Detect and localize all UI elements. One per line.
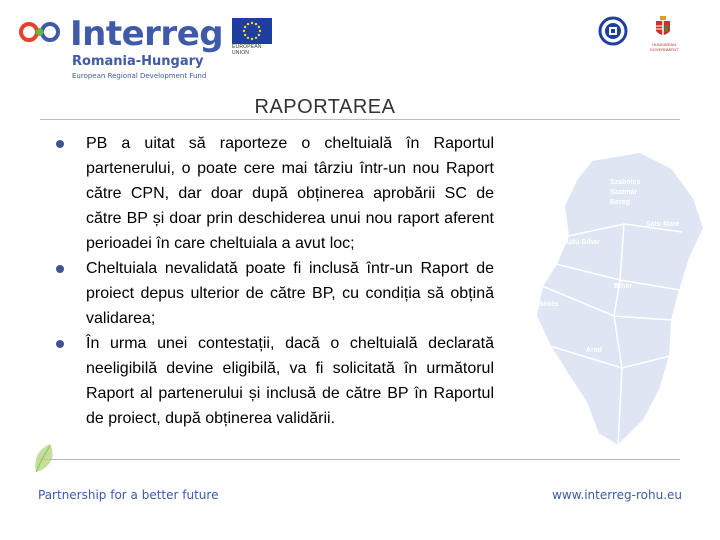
hungary-government-label: HUNGARIAN GOVERNMENT: [649, 42, 679, 52]
program-area-map: [504, 140, 712, 460]
list-item: [56, 331, 494, 431]
footer-divider: [40, 459, 680, 460]
footer-tagline: Partnership for a better future: [38, 488, 219, 502]
map-label-arad: Arad: [586, 347, 602, 354]
bullet-text: Cheltuiala nevalidată poate fi inclusă într-un Raport de proiect depus ulterior de către BP, cu condiția să obțină validarea;: [86, 260, 494, 327]
map-label-szatmar: Szatmár: [610, 189, 638, 196]
map-label-szabolcs: Szabolcs: [610, 179, 641, 186]
bullet-icon: [56, 265, 64, 273]
footer-website-link[interactable]: www.interreg-rohu.eu: [552, 488, 682, 502]
logo-title: Interreg: [70, 14, 224, 54]
title-divider: [40, 119, 680, 120]
map-label-satu-mare: Satu Mare: [646, 221, 680, 228]
leaf-icon: [30, 440, 60, 476]
map-label-bereg: Bereg: [610, 199, 630, 206]
list-item: [56, 256, 494, 331]
map-label-csongrad: Csongrád: [504, 338, 537, 345]
bullet-text: PB a uitat să raporteze o cheltuială în Raportul partenerului, o poate cere mai târziu într-un nou Raport către CPN, dar doar după obținerea aprobării SC de către BP și doar prin deschiderea unui nou raport aferent perioadei în care cheltuiala a avut loc;: [86, 135, 494, 252]
eu-flag-icon: [232, 18, 272, 44]
bullet-list: [56, 131, 494, 431]
bullet-text: În urma unei contestații, dacă o cheltuială declarată neeligibilă devine eligibilă, va fi solicitată în următorul Raport al partenerului și inclusă de către BP în Raportul de proiect, după obținerea validării.: [86, 335, 494, 427]
map-label-timis: Timiș: [556, 399, 575, 406]
map-label-bihor: Bihor: [614, 283, 633, 290]
slide-title: RAPORTAREA: [254, 96, 396, 118]
logo-fund-text: European Regional Development Fund: [72, 72, 207, 80]
bullet-icon: [56, 140, 64, 148]
interreg-symbol-icon: [18, 20, 62, 44]
map-label-hajdu-bihar: Hajdú-Bihar: [560, 239, 600, 246]
map-label-bekes: Békés: [538, 301, 559, 308]
hungary-coat-of-arms-icon: [650, 16, 676, 42]
eu-label: EUROPEAN UNION: [232, 44, 262, 56]
bullet-icon: [56, 340, 64, 348]
romania-emblem-icon: [598, 16, 628, 46]
logo-subtitle: Romania-Hungary: [72, 54, 204, 69]
list-item: [56, 131, 494, 256]
